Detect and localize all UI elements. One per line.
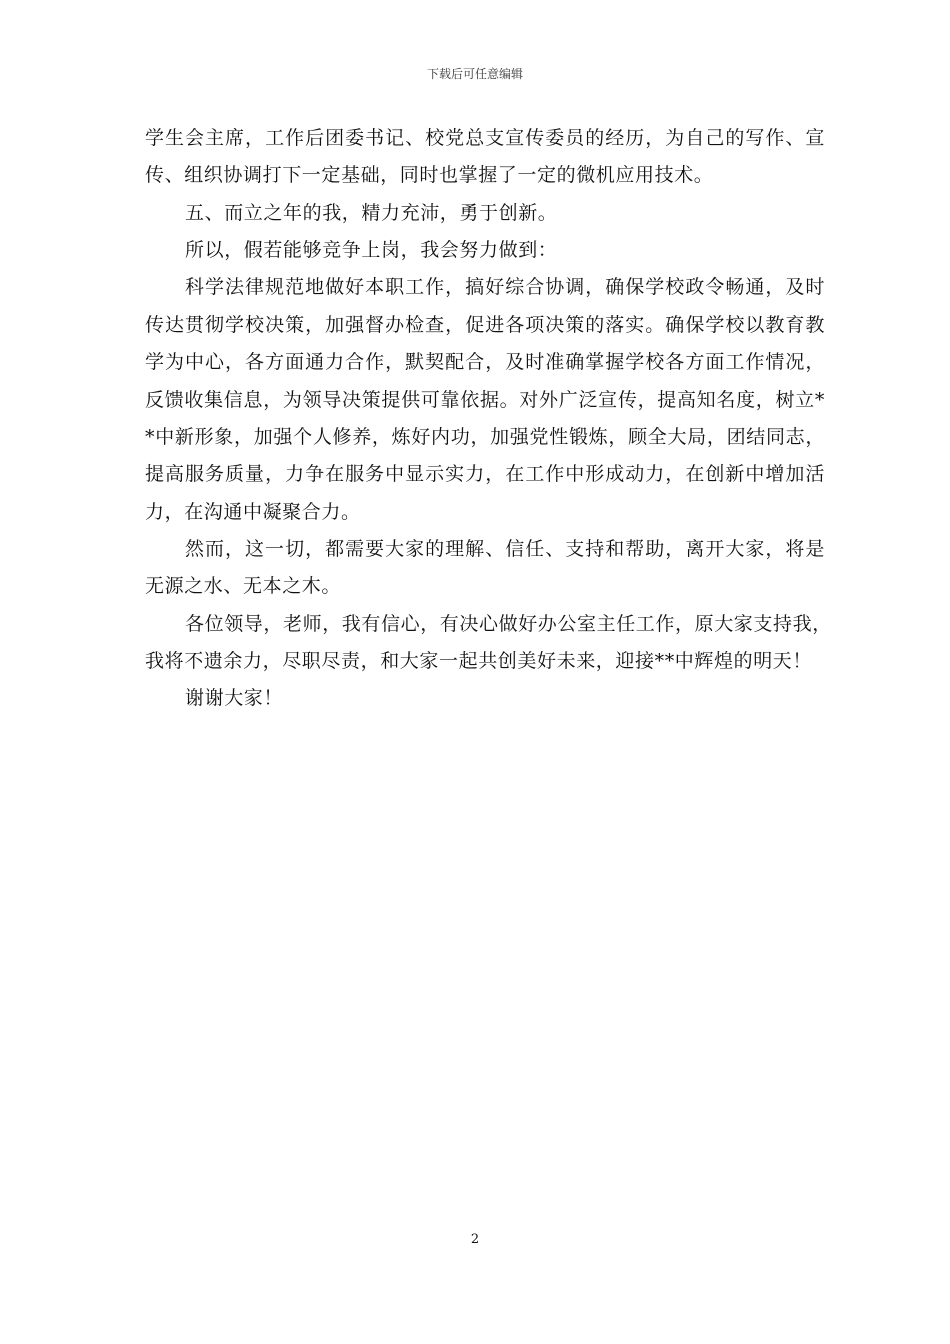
paragraph-line: 学生会主席，工作后团委书记、校党总支宣传委员的经历，为自己的写作、宣	[145, 127, 825, 149]
paragraph-line: 我将不遗余力，尽职尽责，和大家一起共创美好未来，迎接**中辉煌的明天！	[145, 650, 813, 672]
paragraph-line: 无源之水、无本之木。	[145, 575, 342, 597]
paragraph-line: 所以，假若能够竞争上岗，我会努力做到：	[185, 239, 558, 261]
paragraph-line: 力，在沟通中凝聚合力。	[145, 501, 361, 523]
paragraph-line: 谢谢大家！	[185, 687, 284, 709]
paragraph-line: 提高服务质量，力争在服务中显示实力，在工作中形成动力，在创新中增加活	[145, 463, 825, 485]
paragraph-line: 五、而立之年的我，精力充沛，勇于创新。	[185, 202, 558, 224]
paragraph-line: 传、组织协调打下一定基础，同时也掌握了一定的微机应用技术。	[145, 164, 714, 186]
page-header: 下载后可任意编辑	[426, 67, 523, 81]
paragraph-line: 然而，这一切，都需要大家的理解、信任、支持和帮助，离开大家，将是	[185, 538, 825, 560]
paragraph-line: *中新形象，加强个人修养，炼好内功，加强党性锻炼，顾全大局，团结同志，	[145, 426, 825, 448]
page-number: 2	[470, 1232, 480, 1247]
paragraph-line: 科学法律规范地做好本职工作，搞好综合协调，确保学校政令畅通，及时	[185, 276, 825, 298]
paragraph-line: 反馈收集信息，为领导决策提供可靠依据。对外广泛宣传，提高知名度，树立*	[145, 389, 825, 411]
paragraph-line: 各位领导，老师，我有信心，有决心做好办公室主任工作，原大家支持我，	[185, 613, 832, 635]
paragraph-line: 学为中心，各方面通力合作，默契配合，及时准确掌握学校各方面工作情况，	[145, 351, 825, 373]
paragraph-line: 传达贯彻学校决策，加强督办检查，促进各项决策的落实。确保学校以教育教	[145, 314, 825, 336]
